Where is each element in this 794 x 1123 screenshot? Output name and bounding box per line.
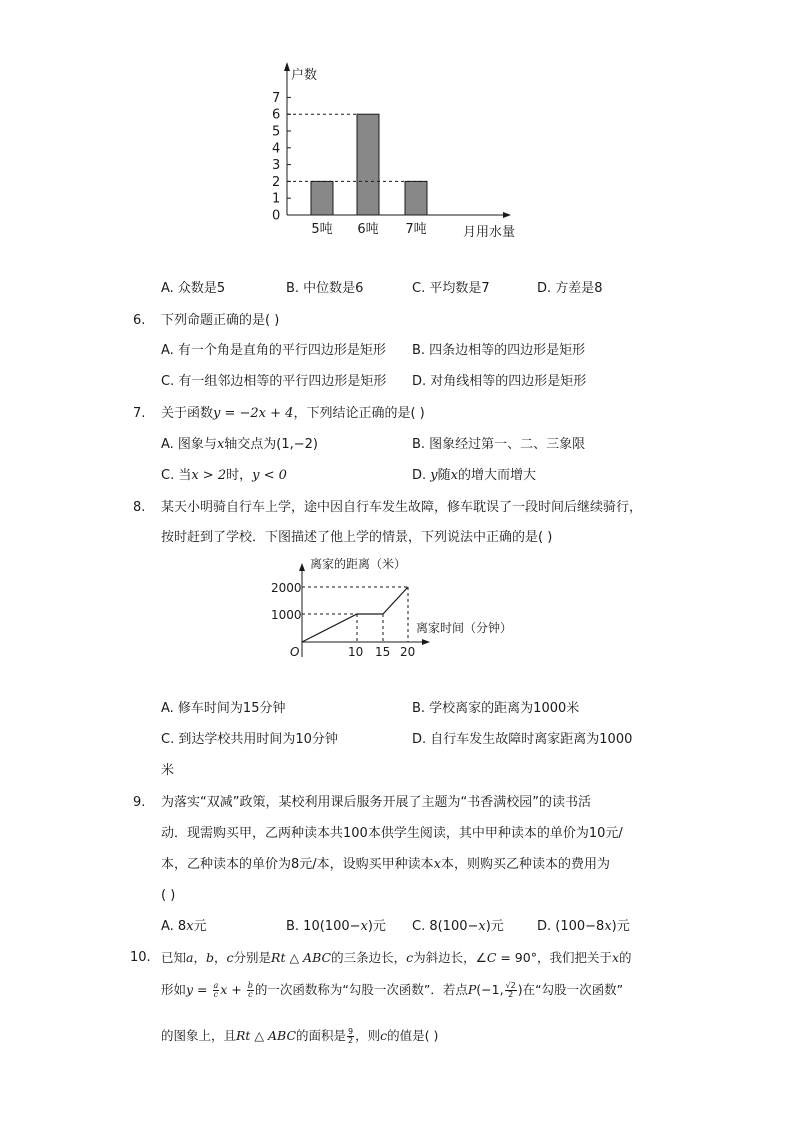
- fig2-ytick-1000: 1000: [271, 608, 302, 622]
- fig2-ytick-2000: 2000: [271, 581, 302, 595]
- bar-ytick-label: 3: [272, 158, 281, 174]
- fraction-sqrt2-over-2: $\frac{√2}{2}$: [505, 981, 516, 999]
- q5-option-a[interactable]: A. 众数是5: [161, 281, 226, 296]
- bar-category-label: 7吨: [405, 222, 427, 237]
- bar-chart-plot: [272, 62, 515, 240]
- bar-ytick-label: 7: [272, 90, 281, 106]
- q7-option-c[interactable]: C. 当x > 2时，y < 0: [161, 468, 287, 483]
- q7-option-d[interactable]: D. y随x的增大而增大: [412, 468, 537, 483]
- fig2-origin: O: [290, 645, 300, 659]
- q9-stem-line3: 本，乙种读本的单价为8元/本，设购买甲种读本x本，则购买乙种读本的费用为: [161, 857, 611, 872]
- q6-option-d[interactable]: D. 对角线相等的四边形是矩形: [412, 374, 587, 389]
- q7-option-a[interactable]: A. 图象与x轴交点为(1,−2): [161, 437, 318, 452]
- bar-ytick-label: 2: [272, 174, 281, 190]
- y-axis-arrow: [299, 563, 305, 571]
- bar-ytick-label: 5: [272, 124, 281, 140]
- q8-stem-line2: 按时赶到了学校．下图描述了他上学的情景，下列说法中正确的是( ): [161, 530, 553, 545]
- bar-y-axis-arrow: [284, 62, 290, 71]
- bar-ytick-label: 1: [272, 191, 281, 207]
- q5-option-d[interactable]: D. 方差是8: [537, 281, 603, 296]
- bar-ytick-label: 6: [272, 107, 281, 123]
- q5-option-b[interactable]: B. 中位数是6: [286, 281, 364, 296]
- bar-ytick-label: 4: [272, 141, 281, 157]
- fig2-xtick-10: 10: [348, 645, 364, 659]
- q9-option-a[interactable]: A. 8x元: [161, 919, 207, 934]
- distance-time-figure: [0, 550, 794, 670]
- q10-stem-line1: 已知a，b，c分别是Rt △ ABC的三条边长，c为斜边长，∠C = 90°，我们把关于x的: [161, 950, 632, 965]
- q8-option-d-continued: 米: [161, 763, 175, 778]
- q6-option-b[interactable]: B. 四条边相等的四边形是矩形: [412, 343, 586, 358]
- x-axis-arrow: [422, 639, 430, 645]
- q9-stem-line2: 动．现需购买甲，乙两种读本共100本供学生阅读，其中甲种读本的单价为10元/: [161, 826, 623, 841]
- q7-function: y = −2x + 4: [213, 406, 294, 421]
- bar-xlabel: 月用水量: [463, 225, 516, 240]
- q7-number: 7.: [133, 406, 146, 421]
- fraction-a-over-c: $\frac{a}{c}$: [213, 981, 219, 999]
- fig2-xlabel: 离家时间（分钟）: [416, 621, 513, 635]
- q9-option-c[interactable]: C. 8(100−x)元: [412, 919, 504, 934]
- bar-chart-figure: [0, 0, 794, 270]
- q8-stem-line1: 某天小明骑自行车上学，途中因自行车发生故障，修车耽误了一段时间后继续骑行，: [161, 500, 643, 515]
- q9-option-b[interactable]: B. 10(100−x)元: [286, 919, 386, 934]
- q8-option-c[interactable]: C. 到达学校共用时间为10分钟: [161, 732, 338, 747]
- q7-option-b[interactable]: B. 图象经过第一、二、三象限: [412, 437, 586, 452]
- bar-x-axis-arrow: [503, 212, 511, 218]
- fraction-b-over-c: $\frac{b}{c}$: [247, 981, 253, 999]
- q9-option-d[interactable]: D. (100−8x)元: [537, 919, 630, 934]
- q9-stem-line4: ( ): [161, 888, 176, 903]
- q6-option-a[interactable]: A. 有一个角是直角的平行四边形是矩形: [161, 343, 386, 358]
- fig2-ylabel: 离家的距离（米）: [310, 557, 407, 571]
- bar-category-label: 5吨: [311, 222, 333, 237]
- q5-option-c[interactable]: C. 平均数是7: [412, 281, 490, 296]
- q6-stem: 下列命题正确的是( ): [161, 313, 280, 328]
- bar-2: [357, 114, 379, 215]
- bar-3: [405, 181, 427, 215]
- bar-1: [311, 181, 333, 215]
- q6-option-c[interactable]: C. 有一组邻边相等的平行四边形是矩形: [161, 374, 387, 389]
- q9-number: 9.: [133, 795, 146, 810]
- fig2-xtick-20: 20: [400, 645, 416, 659]
- q8-number: 8.: [133, 500, 146, 515]
- bar-ylabel: 户数: [291, 68, 318, 83]
- bar-category-label: 6吨: [357, 222, 379, 237]
- bar-ytick-label: 0: [272, 208, 281, 224]
- fraction-9-over-2: $\frac{9}{2}$: [348, 1027, 354, 1045]
- q10-stem-line2: 形如y = $\frac{a}{c}$ x + $\frac{b}{c}$ 的一次函数称为“勾股一次函数”．若点P(−1, $\frac{√2}{2}$ )在“勾股一次函数”: [161, 981, 624, 999]
- q9-stem-line1: 为落实“双减”政策，某校利用课后服务开展了主题为“书香满校园”的读书活: [161, 795, 591, 810]
- q8-option-b[interactable]: B. 学校离家的距离为1000米: [412, 701, 580, 716]
- q6-number: 6.: [133, 313, 146, 328]
- q10-number: 10.: [130, 950, 151, 965]
- fig2-xtick-15: 15: [375, 645, 391, 659]
- q10-stem-line3: 的图象上，且Rt △ ABC的面积是 $\frac{9}{2}$ ，则c的值是( ): [161, 1027, 439, 1045]
- distance-line: [302, 587, 408, 642]
- q8-option-a[interactable]: A. 修车时间为15分钟: [161, 701, 286, 716]
- q8-option-d[interactable]: D. 自行车发生故障时离家距离为1000: [412, 732, 633, 747]
- q7-stem: 关于函数y = −2x + 4，下列结论正确的是( ): [161, 406, 425, 421]
